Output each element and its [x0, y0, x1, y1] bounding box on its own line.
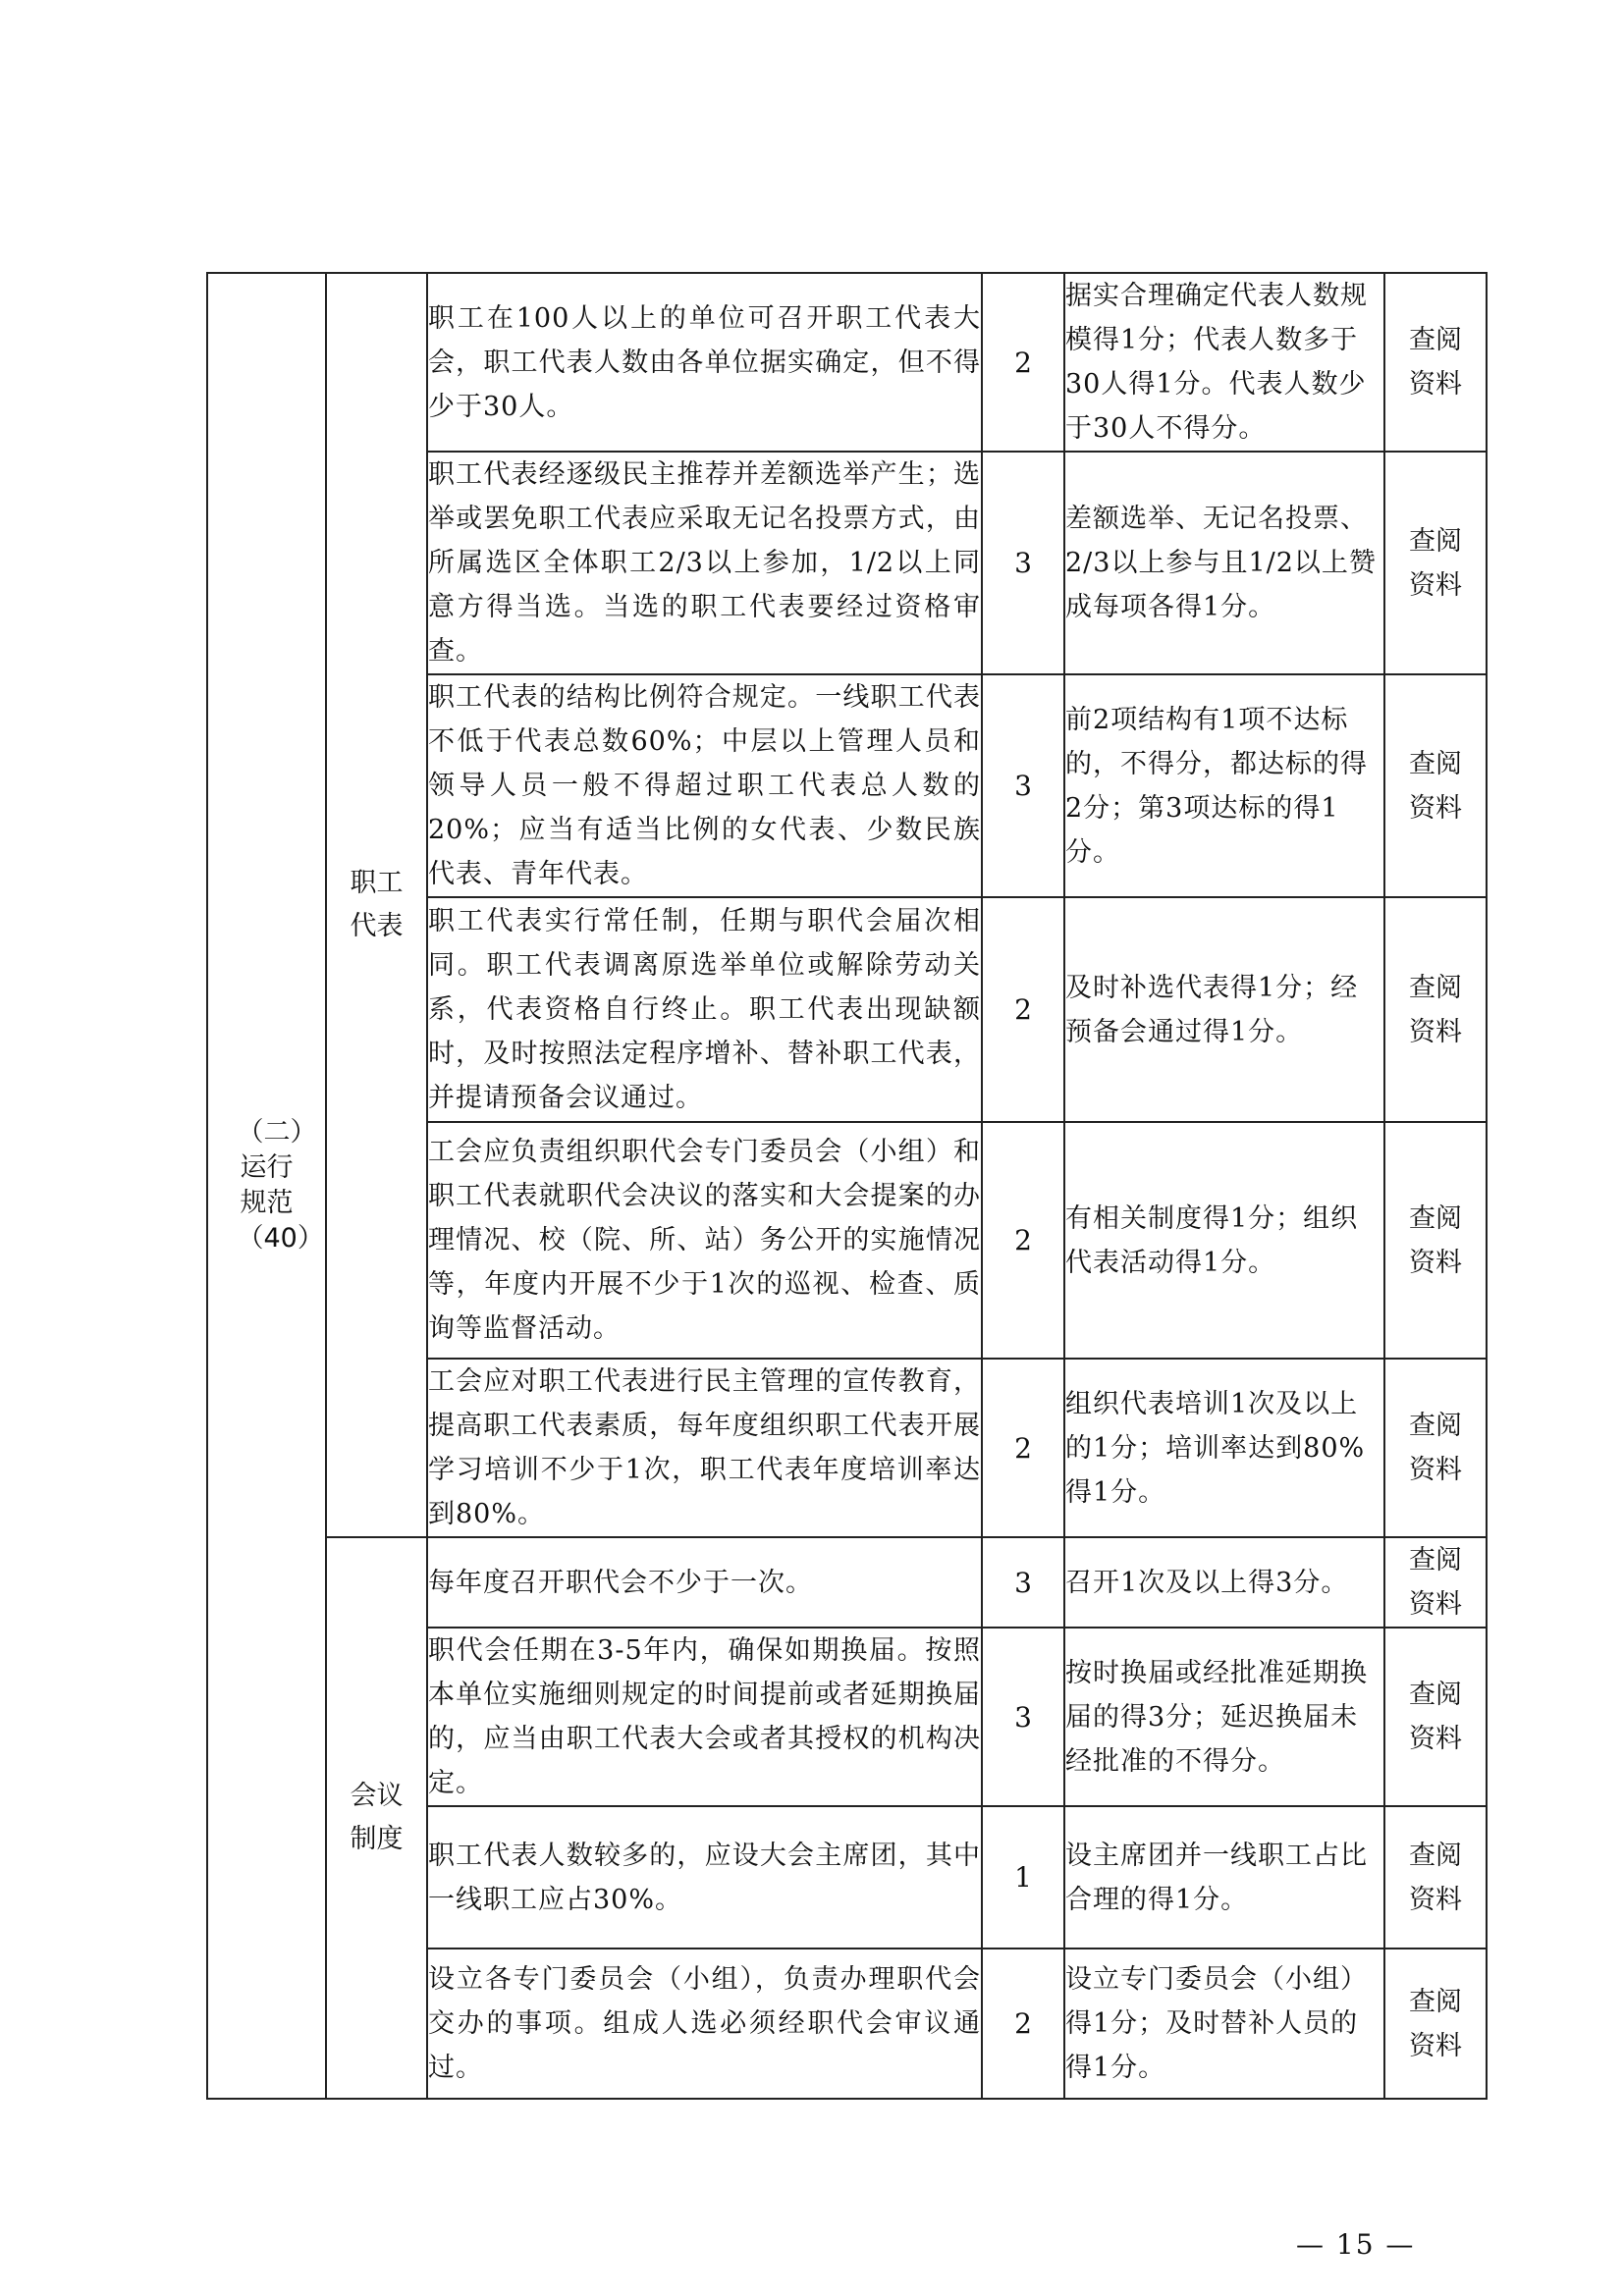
criteria-cell: 召开1次及以上得3分。	[1064, 1537, 1384, 1628]
criteria-cell: 前2项结构有1项不达标的，不得分，都达标的得2分；第3项达标的得1分。	[1064, 674, 1384, 897]
content-cell: 职代会任期在3-5年内，确保如期换届。按照本单位实施细则规定的时间提前或者延期换届的，应当由职工代表大会或者其授权的机构决定。	[427, 1628, 982, 1806]
method-cell: 查阅资料	[1384, 1806, 1487, 1949]
page-number: — 15 —	[1296, 2228, 1416, 2261]
score-cell: 2	[982, 1359, 1064, 1537]
score-cell: 3	[982, 1628, 1064, 1806]
criteria-cell: 按时换届或经批准延期换届的得3分；延迟换届未经批准的不得分。	[1064, 1628, 1384, 1806]
table-row	[207, 1537, 1487, 1628]
method-cell: 查阅资料	[1384, 1359, 1487, 1537]
group-label: 职工代表	[350, 868, 404, 941]
section-cell	[207, 273, 326, 2099]
group-cell	[326, 273, 427, 1537]
content-cell: 设立各专门委员会（小组），负责办理职代会交办的事项。组成人选必须经职代会审议通过。	[427, 1949, 982, 2099]
method-cell: 查阅资料	[1384, 897, 1487, 1122]
score-cell: 2	[982, 897, 1064, 1122]
score-cell: 1	[982, 1806, 1064, 1949]
content-cell: 每年度召开职代会不少于一次。	[427, 1537, 982, 1628]
content-cell: 职工代表实行常任制，任期与职代会届次相同。职工代表调离原选举单位或解除劳动关系，代表资格自行终止。职工代表出现缺额时，及时按照法定程序增补、替补职工代表，并提请预备会议通过。	[427, 897, 982, 1122]
criteria-cell: 设立专门委员会（小组）得1分；及时替补人员的得1分。	[1064, 1949, 1384, 2099]
method-cell: 查阅资料	[1384, 1537, 1487, 1628]
content-cell: 职工代表经逐级民主推荐并差额选举产生；选举或罢免职工代表应采取无记名投票方式，由所属选区全体职工2/3以上参加，1/2以上同意方得当选。当选的职工代表要经过资格审查。	[427, 452, 982, 674]
content-cell: 工会应负责组织职代会专门委员会（小组）和职工代表就职代会决议的落实和大会提案的办理情况、校（院、所、站）务公开的实施情况等，年度内开展不少于1次的巡视、检查、质询等监督活动。	[427, 1122, 982, 1359]
score-cell: 2	[982, 1949, 1064, 2099]
score-cell: 3	[982, 674, 1064, 897]
content-cell: 职工代表的结构比例符合规定。一线职工代表不低于代表总数60%；中层以上管理人员和领导人员一般不得超过职工代表总人数的20%；应当有适当比例的女代表、少数民族代表、青年代表。	[427, 674, 982, 897]
score-cell: 3	[982, 1537, 1064, 1628]
method-cell: 查阅资料	[1384, 674, 1487, 897]
criteria-cell: 设主席团并一线职工占比合理的得1分。	[1064, 1806, 1384, 1949]
criteria-cell: 及时补选代表得1分；经预备会通过得1分。	[1064, 897, 1384, 1122]
section-label: （二）运行规范（40）	[237, 1117, 324, 1254]
score-cell: 3	[982, 452, 1064, 674]
evaluation-table	[206, 272, 1488, 2100]
criteria-cell: 据实合理确定代表人数规模得1分；代表人数多于30人得1分。代表人数少于30人不得分。	[1064, 273, 1384, 452]
score-cell: 2	[982, 273, 1064, 452]
group-cell	[326, 1537, 427, 2099]
method-cell: 查阅资料	[1384, 1949, 1487, 2099]
content-cell: 工会应对职工代表进行民主管理的宣传教育，提高职工代表素质，每年度组织职工代表开展学习培训不少于1次，职工代表年度培训率达到80%。	[427, 1359, 982, 1537]
group-label: 会议制度	[350, 1781, 404, 1854]
method-cell: 查阅资料	[1384, 1122, 1487, 1359]
content-cell: 职工代表人数较多的，应设大会主席团，其中一线职工应占30%。	[427, 1806, 982, 1949]
criteria-cell: 有相关制度得1分；组织代表活动得1分。	[1064, 1122, 1384, 1359]
method-cell: 查阅资料	[1384, 1628, 1487, 1806]
criteria-cell: 组织代表培训1次及以上的1分；培训率达到80%得1分。	[1064, 1359, 1384, 1537]
table-row	[207, 273, 1487, 452]
criteria-cell: 差额选举、无记名投票、2/3以上参与且1/2以上赞成每项各得1分。	[1064, 452, 1384, 674]
content-cell: 职工在100人以上的单位可召开职工代表大会，职工代表人数由各单位据实确定，但不得少于30人。	[427, 273, 982, 452]
method-cell: 查阅资料	[1384, 452, 1487, 674]
score-cell: 2	[982, 1122, 1064, 1359]
method-cell: 查阅资料	[1384, 273, 1487, 452]
